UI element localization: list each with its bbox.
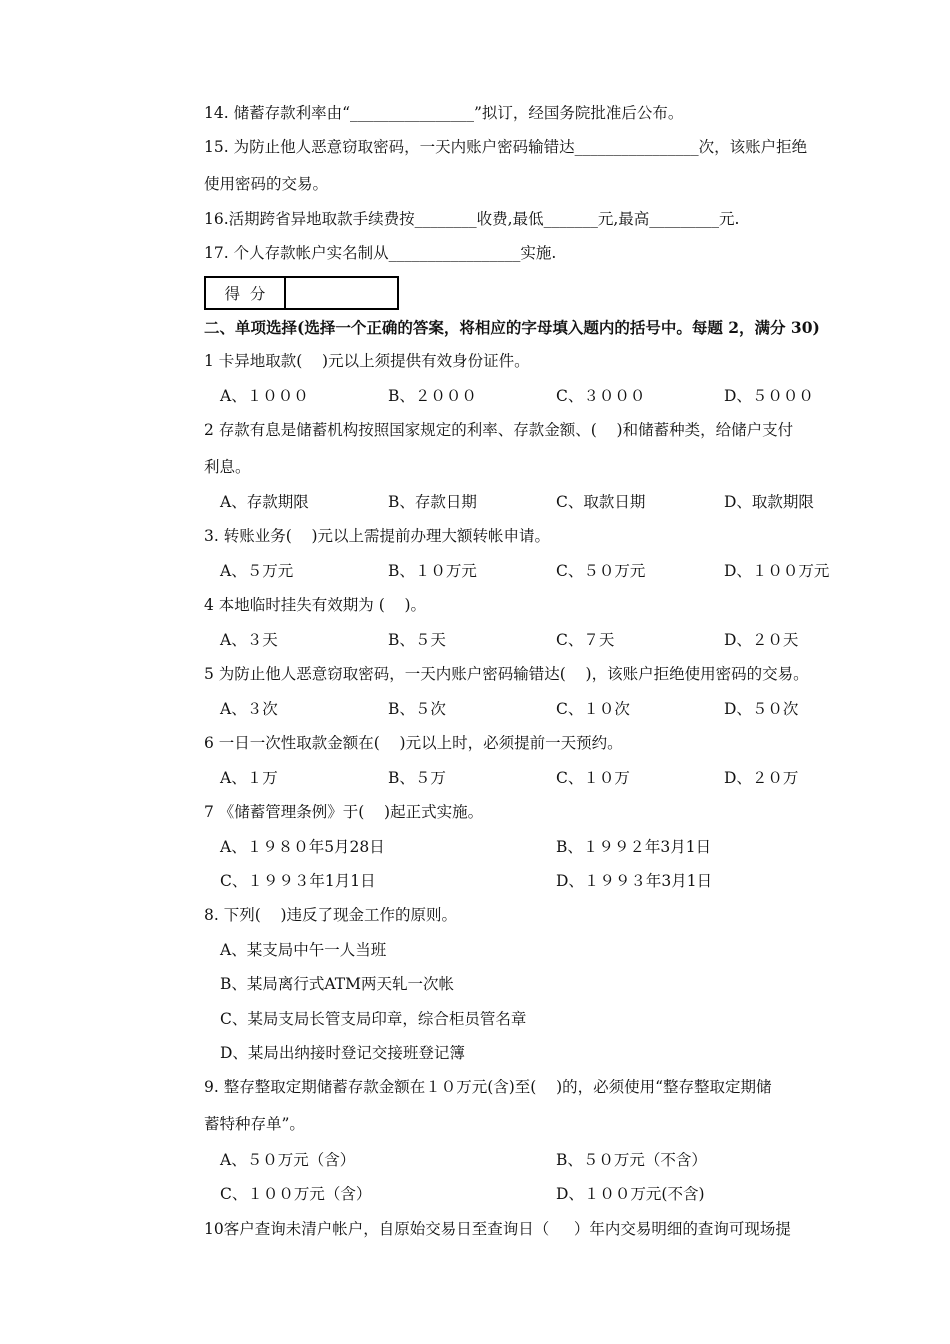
option-6-c: C、１０万 — [556, 769, 630, 787]
option-1-a: A、１０００ — [220, 387, 309, 405]
fill-question-16: 16.活期跨省异地取款手续费按________收费,最低_______元,最高_________元. — [204, 210, 740, 228]
option-1-c: C、３０００ — [556, 387, 646, 405]
option-2-b: B、存款日期 — [388, 493, 477, 511]
option-8-d: D、某局出纳接时登记交接班登记簿 — [220, 1044, 465, 1062]
question-2: 2 存款有息是储蓄机构按照国家规定的利率、存款金额、( )和储蓄种类，给储户支付 — [204, 421, 794, 439]
option-1-d: D、５０００ — [724, 387, 814, 405]
option-2-d: D、取款期限 — [724, 493, 814, 511]
option-4-b: B、５天 — [388, 631, 446, 649]
question-5: 5 为防止他人恶意窃取密码，一天内账户密码输错达( )，该账户拒绝使用密码的交易。 — [204, 665, 809, 683]
question-8: 8. 下列( )违反了现金工作的原则。 — [204, 906, 458, 924]
option-7-b: B、１９９２年3月1日 — [556, 838, 712, 856]
option-5-a: A、３次 — [220, 700, 278, 718]
option-3-c: C、５０万元 — [556, 562, 646, 580]
option-5-c: C、１０次 — [556, 700, 630, 718]
option-7-d: D、１９９３年3月1日 — [556, 872, 713, 890]
fill-question-15: 15. 为防止他人恶意窃取密码，一天内账户密码输错达________________次，该账户拒绝 — [204, 138, 808, 156]
option-5-d: D、５０次 — [724, 700, 799, 718]
option-3-a: A、５万元 — [220, 562, 294, 580]
option-4-c: C、７天 — [556, 631, 615, 649]
option-9-d: D、１００万元(不含) — [556, 1185, 705, 1203]
option-8-a: A、某支局中午一人当班 — [220, 941, 387, 959]
question-7: 7 《储蓄管理条例》于( )起正式实施。 — [204, 803, 484, 821]
option-7-a: A、１９８０年5月28日 — [220, 838, 385, 856]
section-heading: 二、单项选择(选择一个正确的答案，将相应的字母填入题内的括号中。每题 2，满分 30) — [204, 318, 820, 337]
option-8-c: C、某局支局长管支局印章，综合柜员管名章 — [220, 1010, 527, 1028]
option-2-a: A、存款期限 — [220, 493, 309, 511]
option-9-c: C、１００万元（含） — [220, 1185, 372, 1203]
option-3-d: D、１００万元 — [724, 562, 830, 580]
question-2-continuation: 利息。 — [204, 458, 251, 476]
option-4-a: A、３天 — [220, 631, 278, 649]
option-9-b: B、５０万元（不含） — [556, 1151, 707, 1169]
option-1-b: B、２０００ — [388, 387, 477, 405]
option-6-d: D、２０万 — [724, 769, 799, 787]
question-3: 3. 转账业务( )元以上需提前办理大额转帐申请。 — [204, 527, 551, 545]
score-box — [204, 276, 399, 310]
fill-question-14: 14. 储蓄存款利率由“________________”拟订，经国务院批准后公布。 — [204, 104, 684, 122]
option-9-a: A、５０万元（含） — [220, 1151, 356, 1169]
fill-question-15-continuation: 使用密码的交易。 — [204, 175, 329, 193]
question-9-continuation: 蓄特种存单”。 — [204, 1115, 305, 1133]
option-8-b: B、某局离行式ATM两天轧一次帐 — [220, 975, 454, 993]
question-9: 9. 整存整取定期储蓄存款金额在１０万元(含)至( )的，必须使用“整存整取定期储 — [204, 1078, 772, 1096]
option-4-d: D、２０天 — [724, 631, 799, 649]
option-3-b: B、１０万元 — [388, 562, 477, 580]
option-2-c: C、取款日期 — [556, 493, 646, 511]
option-6-a: A、１万 — [220, 769, 278, 787]
option-7-c: C、１９９３年1月1日 — [220, 872, 376, 890]
score-label: 得 分 — [206, 278, 286, 308]
option-6-b: B、５万 — [388, 769, 446, 787]
question-6: 6 一日一次性取款金额在( )元以上时，必须提前一天预约。 — [204, 734, 623, 752]
score-value[interactable] — [286, 278, 397, 308]
question-10: 10客户查询未清户帐户，自原始交易日至查询日（ ）年内交易明细的查询可现场提 — [204, 1220, 791, 1238]
question-1: 1 卡异地取款( )元以上须提供有效身份证件。 — [204, 352, 530, 370]
option-5-b: B、５次 — [388, 700, 446, 718]
question-4: 4 本地临时挂失有效期为 ( )。 — [204, 596, 427, 614]
fill-question-17: 17. 个人存款帐户实名制从_________________实施. — [204, 244, 557, 262]
